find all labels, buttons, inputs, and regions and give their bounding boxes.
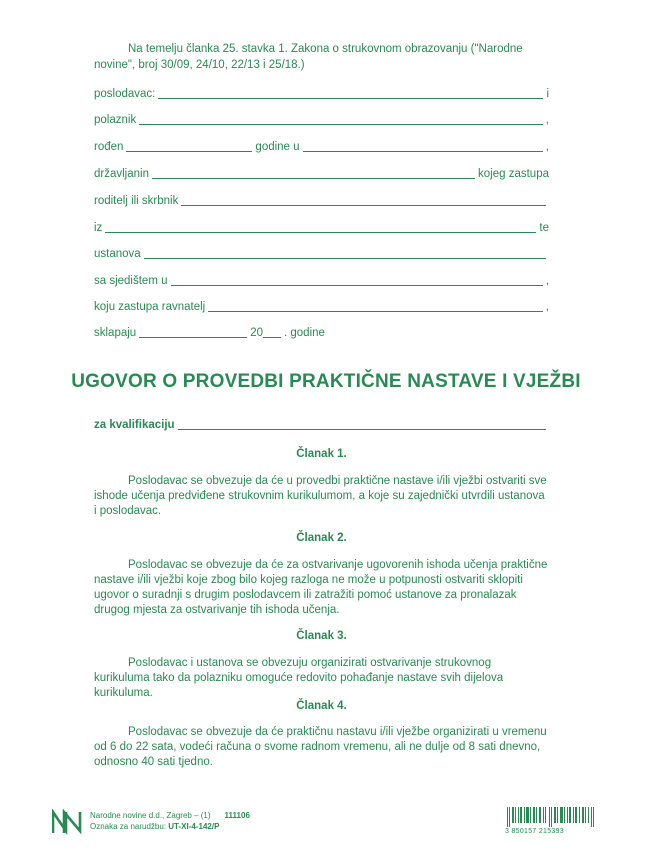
blank-line-sklapaju-date[interactable] bbox=[139, 327, 247, 338]
article-4-heading: Članak 4. bbox=[296, 700, 347, 712]
field-label: polaznik bbox=[94, 114, 137, 126]
field-end: te bbox=[539, 222, 549, 234]
year-prefix: 20 bbox=[250, 327, 263, 339]
blank-line-polaznik[interactable] bbox=[139, 114, 543, 125]
intro-paragraph: Na temelju članka 25. stavka 1. Zakona o strukovnom obrazovanju ("Narodne novine", broj 30/09, 24/10, 22/13 i 25/18.) bbox=[94, 43, 523, 71]
field-label-mid: godine u bbox=[255, 141, 300, 153]
field-end: , bbox=[545, 301, 549, 313]
blank-line-sklapaju-year[interactable] bbox=[263, 327, 281, 338]
field-label: roditelj ili skrbnik bbox=[94, 195, 179, 207]
blank-line-roditelj[interactable] bbox=[181, 195, 546, 206]
field-poslodavac bbox=[94, 85, 549, 101]
document-title: UGOVOR O PROVEDBI PRAKTIČNE NASTAVE I VJEŽBI bbox=[71, 371, 581, 392]
field-ravnatelj bbox=[94, 298, 549, 314]
blank-line-ravnatelj[interactable] bbox=[208, 301, 543, 312]
field-end: , bbox=[545, 275, 549, 287]
form-code: 111106 bbox=[224, 811, 250, 820]
article-1-text: Poslodavac se obvezuje da će u provedbi praktične nastave i/ili vježbi ostvariti sve ishode učenja predviđene strukovnim kurikulumom, a koje su zajednički utvrdili ustanova i poslodavac. bbox=[94, 475, 547, 517]
field-label: za kvalifikaciju bbox=[94, 419, 175, 431]
field-end: , bbox=[545, 114, 549, 126]
field-end: i bbox=[546, 88, 549, 100]
publisher-info bbox=[90, 810, 250, 832]
article-2-heading: Članak 2. bbox=[296, 532, 347, 544]
field-polaznik bbox=[94, 111, 549, 127]
publisher-name: Narodne novine d.d., Zagreb – (1) bbox=[90, 811, 211, 820]
field-drzavljanin bbox=[94, 165, 549, 181]
field-sjediste bbox=[94, 272, 549, 288]
blank-line-ustanova[interactable] bbox=[144, 248, 546, 259]
order-code: UT-XI-4-142/P bbox=[168, 822, 220, 831]
field-label: sklapaju bbox=[94, 327, 137, 339]
narodne-novine-logo-icon bbox=[52, 809, 82, 835]
blank-line-sjediste[interactable] bbox=[171, 275, 543, 286]
article-3-text: Poslodavac i ustanova se obvezuju organizirati ostvarivanje strukovnog kurikuluma tako da polazniku omoguće redovito pohađanje nastave svih dijelova kurikuluma. bbox=[94, 657, 504, 699]
field-roden bbox=[94, 138, 549, 154]
blank-line-kvalifikacija[interactable] bbox=[178, 419, 546, 430]
blank-line-drzavljanin[interactable] bbox=[152, 168, 475, 179]
article-1-heading: Članak 1. bbox=[296, 448, 347, 460]
barcode-icon bbox=[507, 807, 595, 827]
blank-line-iz[interactable] bbox=[105, 222, 536, 233]
field-ustanova bbox=[94, 245, 549, 261]
field-label: rođen bbox=[94, 141, 124, 153]
field-sklapaju bbox=[94, 324, 549, 340]
field-end: , bbox=[545, 141, 549, 153]
field-end: . godine bbox=[284, 327, 325, 339]
field-label: iz bbox=[94, 222, 103, 234]
order-label: Oznaka za narudžbu: bbox=[90, 822, 167, 831]
field-iz bbox=[94, 219, 549, 235]
field-label: poslodavac: bbox=[94, 88, 156, 100]
blank-line-poslodavac[interactable] bbox=[158, 88, 543, 99]
field-roditelj bbox=[94, 192, 549, 208]
blank-line-roden-place[interactable] bbox=[303, 141, 543, 152]
blank-line-roden-date[interactable] bbox=[126, 141, 252, 152]
article-2-text: Poslodavac se obvezuje da će za ostvarivanje ugovorenih ishoda učenja praktične nastave i/ili vježbi koje zbog bilo kojeg razloga ne može u potpunosti ostvariti sklopiti ugovor o suradnji s drugim poslodavcem ili zatražiti pomoć ustanove za pronalazak drugog mjesta za ostvarivanje tih ishoda učenja. bbox=[94, 559, 548, 616]
field-end: kojeg zastupa bbox=[478, 168, 549, 180]
footer bbox=[52, 807, 592, 837]
field-kvalifikacija bbox=[94, 416, 549, 432]
article-4-text: Poslodavac se obvezuje da će praktičnu nastavu i/ili vježbe organizirati u vremenu od 6 do 22 sata, vodeći računa o svome radnom vremenu, ali ne dulje od 8 sati dnevno, odnosno 40 sati tjedno. bbox=[94, 726, 547, 768]
field-label: koju zastupa ravnatelj bbox=[94, 301, 206, 313]
barcode-number: 3 850157 215393 bbox=[505, 828, 564, 835]
field-label: državljanin bbox=[94, 168, 149, 180]
field-label: sa sjedištem u bbox=[94, 275, 168, 287]
article-3-heading: Članak 3. bbox=[296, 630, 347, 642]
field-label: ustanova bbox=[94, 248, 141, 260]
